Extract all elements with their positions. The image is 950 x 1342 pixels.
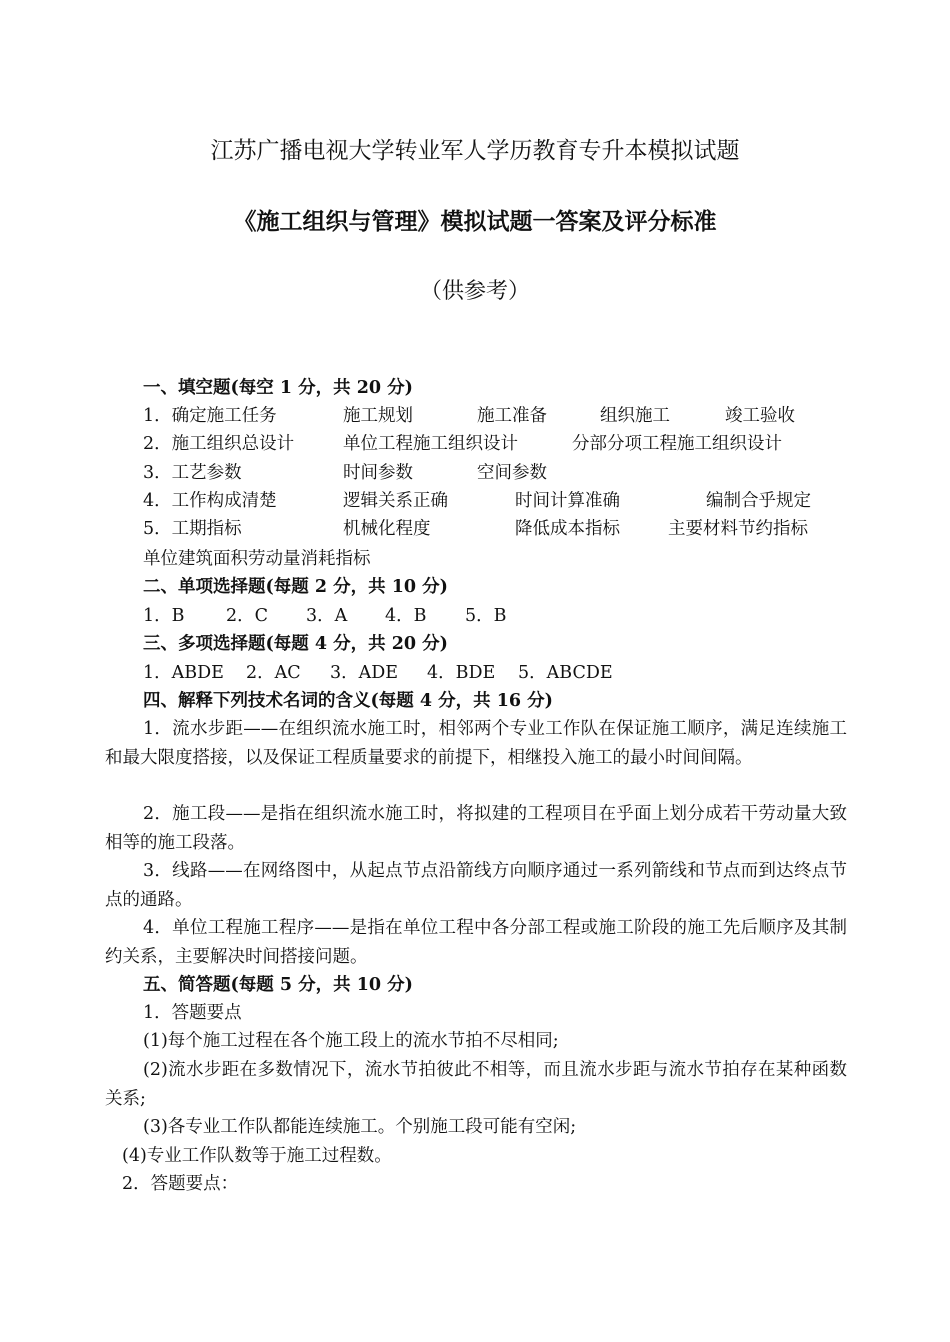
fill-cell: 空间参数 xyxy=(477,463,547,483)
fill-cell: 主要材料节约指标 xyxy=(668,519,808,539)
fill-cell: 组织施工 xyxy=(600,406,670,426)
fill-extra: 单位建筑面积劳动量消耗指标 xyxy=(143,549,371,569)
doc-note: （供参考） xyxy=(419,279,530,304)
fill-cell: 竣工验收 xyxy=(725,406,795,426)
section5-heading: 五、简答题(每题 5 分，共 10 分) xyxy=(143,975,413,995)
fill-cell: 降低成本指标 xyxy=(515,519,620,539)
answer-item: 2．C xyxy=(226,606,269,626)
answer-item: 2．AC xyxy=(246,663,301,683)
q1-point-4: (4)专业工作队数等于施工过程数。 xyxy=(122,1146,392,1166)
term-item-1: 1．流水步距——在组织流水施工时，相邻两个专业工作队在保证施工顺序，满足连续施工和最大限度搭接，以及保证工程质量要求的前提下，相继投入施工的最小时间间隔。 xyxy=(105,719,847,768)
answer-item: 4．BDE xyxy=(427,663,496,683)
fill-cell: 逻辑关系正确 xyxy=(343,491,448,511)
fill-cell: 编制合乎规定 xyxy=(706,491,811,511)
section2-heading: 二、单项选择题(每题 2 分，共 10 分) xyxy=(143,577,448,597)
answer-item: 5．ABCDE xyxy=(518,663,613,683)
doc-title: 江苏广播电视大学转业军人学历教育专升本模拟试题 xyxy=(210,138,740,164)
answer-item: 3．ADE xyxy=(330,663,399,683)
section1-heading: 一、填空题(每空 1 分，共 20 分) xyxy=(143,378,413,398)
answer-item: 1．B xyxy=(143,606,185,626)
fill-cell: 施工规划 xyxy=(343,406,413,426)
section3-heading: 三、多项选择题(每题 4 分，共 20 分) xyxy=(143,634,448,654)
answer-item: 3．A xyxy=(306,606,348,626)
q1-point-1: (1)每个施工过程在各个施工段上的流水节拍不尽相同; xyxy=(143,1031,559,1051)
fill-cell: 时间参数 xyxy=(343,463,413,483)
fill-cell: 4．工作构成清楚 xyxy=(143,491,277,511)
doc-subtitle: 《施工组织与管理》模拟试题一答案及评分标准 xyxy=(233,208,717,235)
q1-point-2: (2)流水步距在多数情况下，流水节拍彼此不相等，而且流水步距与流水节拍存在某种函数关系; xyxy=(105,1060,847,1109)
term-item-2: 2．施工段——是指在组织流水施工时，将拟建的工程项目在乎面上划分成若干劳动量大致相等的施工段落。 xyxy=(105,804,847,853)
fill-cell: 1．确定施工任务 xyxy=(143,406,277,426)
answer-item: 1．ABDE xyxy=(143,663,224,683)
fill-cell: 分部分项工程施工组织设计 xyxy=(572,434,782,454)
q2-label: 2．答题要点： xyxy=(122,1174,239,1194)
fill-cell: 2．施工组织总设计 xyxy=(143,434,295,454)
fill-cell: 机械化程度 xyxy=(343,519,431,539)
fill-cell: 施工准备 xyxy=(477,406,547,426)
fill-cell: 时间计算准确 xyxy=(515,491,620,511)
fill-cell: 单位工程施工组织设计 xyxy=(343,434,518,454)
fill-cell: 5．工期指标 xyxy=(143,519,242,539)
section4-heading: 四、解释下列技术名词的含义(每题 4 分，共 16 分) xyxy=(143,691,553,711)
answer-item: 5．B xyxy=(465,606,507,626)
q1-label: 1．答题要点 xyxy=(143,1003,242,1023)
term-item-3: 3．线路——在网络图中，从起点节点沿箭线方向顺序通过一系列箭线和节点而到达终点节点的通路。 xyxy=(105,861,847,910)
term-item-4: 4．单位工程施工程序——是指在单位工程中各分部工程或施工阶段的施工先后顺序及其制约关系，主要解决时间搭接问题。 xyxy=(105,918,847,967)
answer-item: 4．B xyxy=(385,606,427,626)
q1-point-3: (3)各专业工作队都能连续施工。个别施工段可能有空闲; xyxy=(143,1117,577,1137)
fill-cell: 3．工艺参数 xyxy=(143,463,242,483)
